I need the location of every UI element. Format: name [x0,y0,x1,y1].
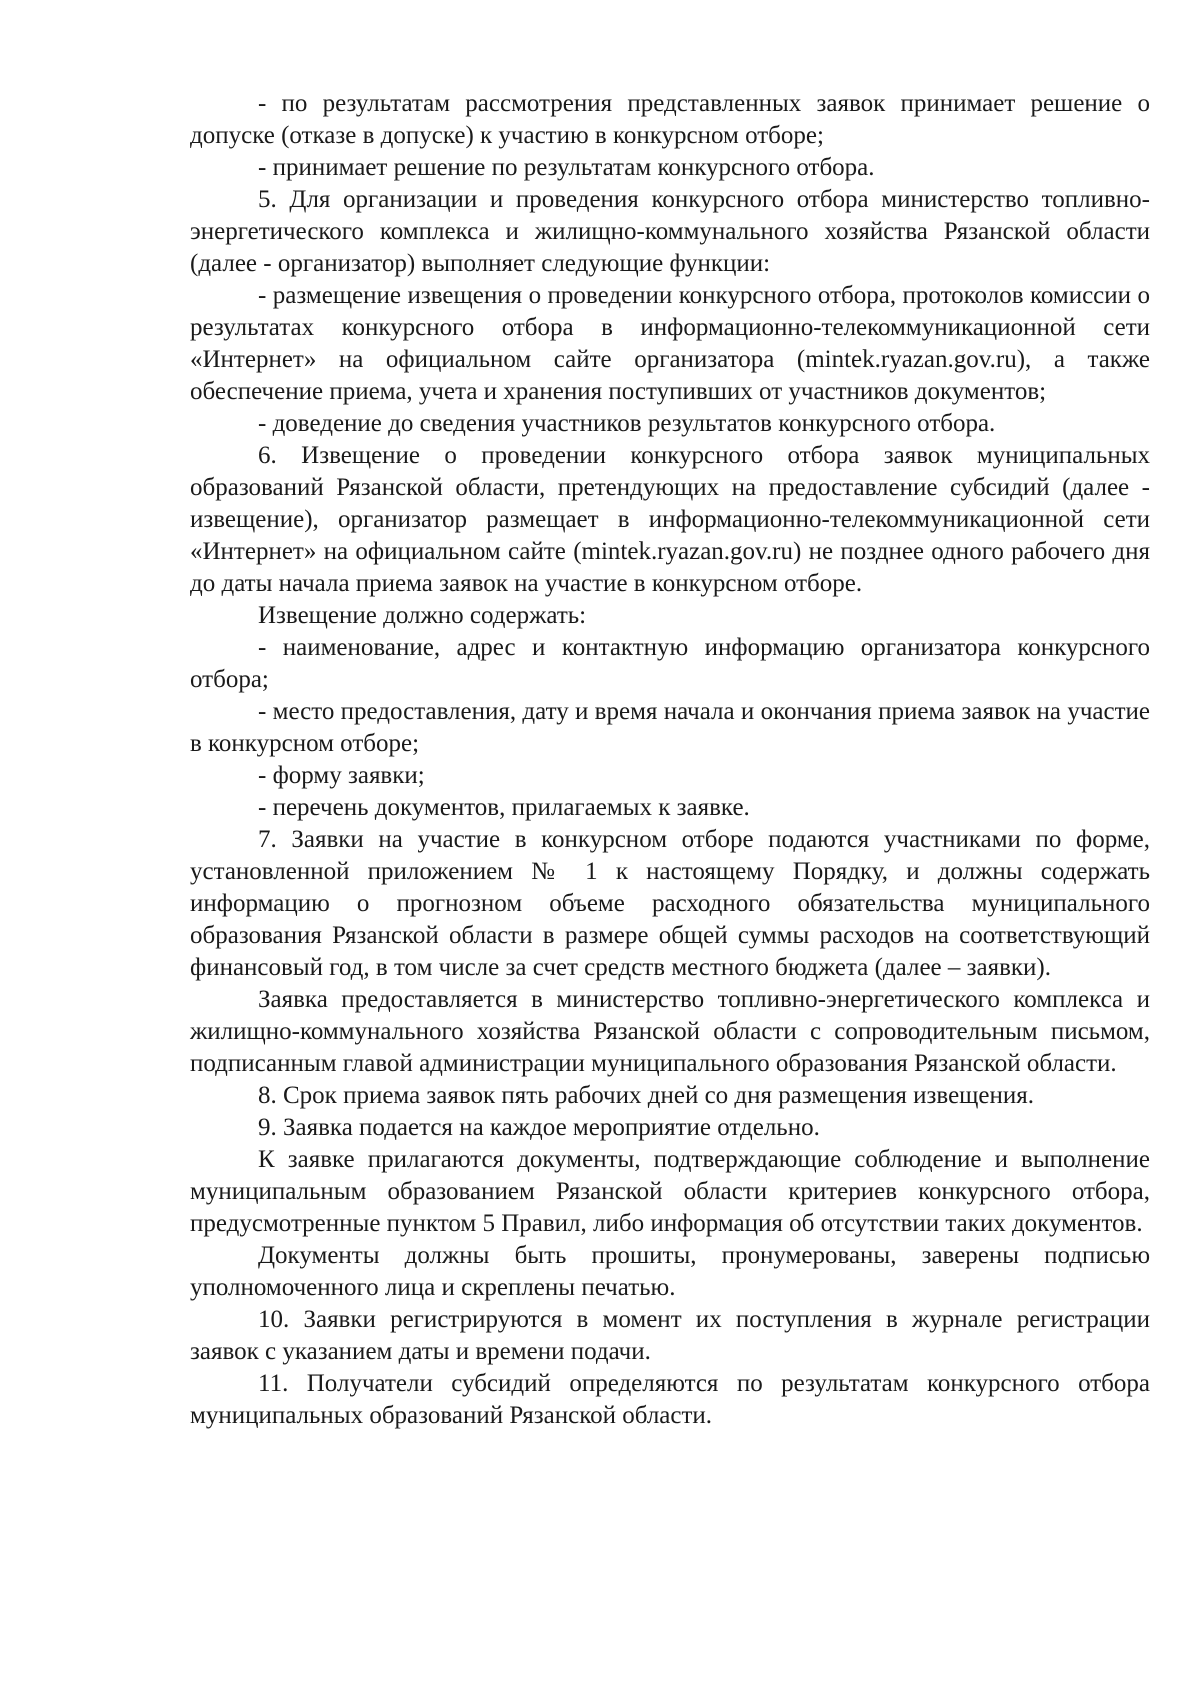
paragraph-item-8: 8. Срок приема заявок пять рабочих дней со дня размещения извещения. [258,1082,1035,1109]
paragraph-document-list: - перечень документов, прилагаемых к заявке. [258,794,750,821]
document-page [190,88,1150,1432]
paragraph-item-6: 6. Извещение о проведении конкурсного отбора заявок муниципальных образований Рязанской области, претендующих на предоставление субсидий (далее - извещение), организатор размещает в информационно-телекоммуникационной сети «Интернет» на официальном сайте (mintek.ryazan.gov.ru) не позднее одного рабочего дня до даты начала приема заявок на участие в конкурсном отборе. [190,442,1150,597]
paragraph-admission-decision: - по результатам рассмотрения представленных заявок принимает решение о допуске (отказе в допуске) к участию в конкурсном отборе; [190,90,1150,149]
paragraph-application-form: - форму заявки; [258,762,425,789]
paragraph-item-9: 9. Заявка подается на каждое мероприятие отдельно. [258,1114,820,1141]
paragraph-notice-publication: - размещение извещения о проведении конкурсного отбора, протоколов комиссии о результатах конкурсного отбора в информационно-телекоммуникационной сети «Интернет» на официальном сайте организатора (mintek.ryazan.gov.ru), а также обеспечение приема, учета и хранения поступивших от участников документов; [190,282,1150,405]
paragraph-notice-contents: Извещение должно содержать: [258,602,587,629]
paragraph-place-and-time: - место предоставления, дату и время начала и окончания приема заявок на участие в конкурсном отборе; [190,698,1150,757]
paragraph-item-11: 11. Получатели субсидий определяются по результатам конкурсного отбора муниципальных образований Рязанской области. [190,1370,1150,1429]
paragraph-organizer-info: - наименование, адрес и контактную информацию организатора конкурсного отбора; [190,634,1150,693]
paragraph-item-5: 5. Для организации и проведения конкурсного отбора министерство топливно-энергетического комплекса и жилищно-коммунального хозяйства Рязанской области (далее - организатор) выполняет следующие функции: [190,186,1150,277]
paragraph-results-notification: - доведение до сведения участников результатов конкурсного отбора. [258,410,996,437]
paragraph-application-submission: Заявка предоставляется в министерство топливно-энергетического комплекса и жилищно-коммунального хозяйства Рязанской области с сопроводительным письмом, подписанным главой администрации муниципального образования Рязанской области. [190,986,1150,1077]
paragraph-attached-documents: К заявке прилагаются документы, подтверждающие соблюдение и выполнение муниципальным образованием Рязанской области критериев конкурсного отбора, предусмотренные пунктом 5 Правил, либо информация об отсутствии таких документов. [190,1146,1150,1237]
paragraph-document-certification: Документы должны быть прошиты, пронумерованы, заверены подписью уполномоченного лица и скреплены печатью. [190,1242,1150,1301]
paragraph-results-decision: - принимает решение по результатам конкурсного отбора. [258,154,875,181]
paragraph-item-7: 7. Заявки на участие в конкурсном отборе подаются участниками по форме, установленной приложением № 1 к настоящему Порядку, и должны содержать информацию о прогнозном объеме расходного обязательства муниципального образования Рязанской области в размере общей суммы расходов на соответствующий финансовый год, в том числе за счет средств местного бюджета (далее – заявки). [190,826,1150,981]
paragraph-item-10: 10. Заявки регистрируются в момент их поступления в журнале регистрации заявок с указанием даты и времени подачи. [190,1306,1150,1365]
